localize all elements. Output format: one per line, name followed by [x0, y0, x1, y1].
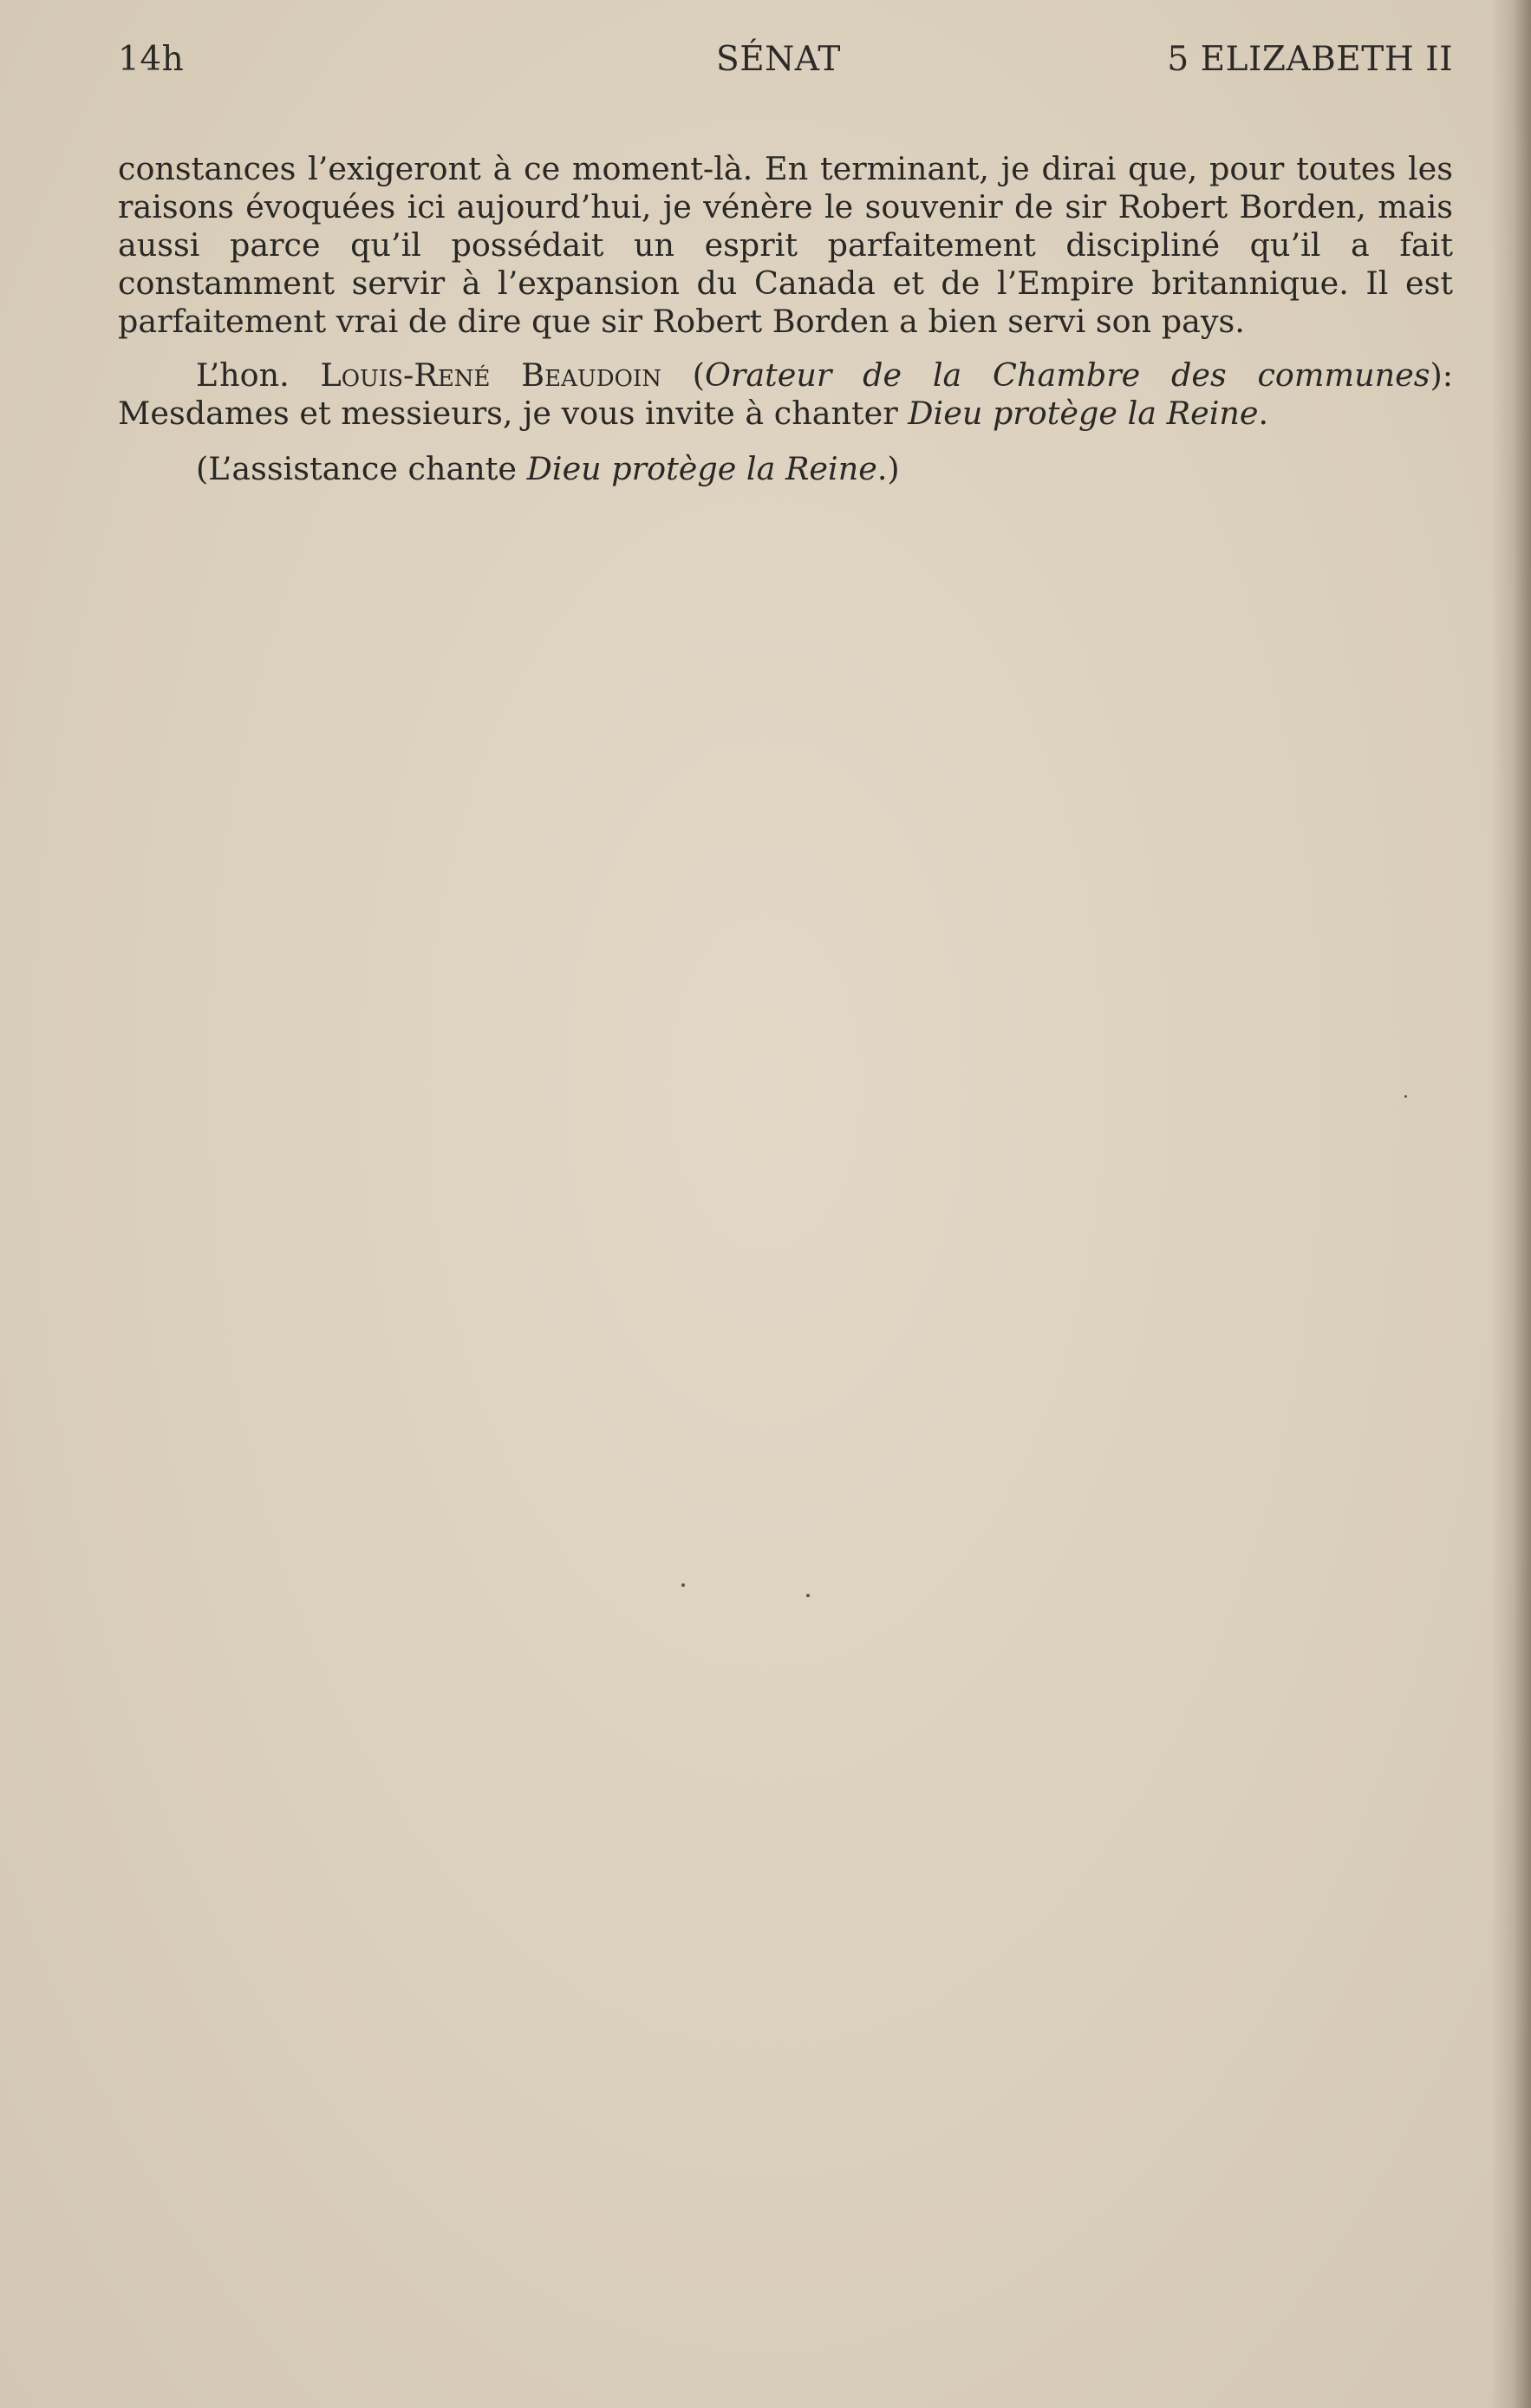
- anthem-title: Dieu protège la Reine: [908, 395, 1259, 432]
- open-paren: (: [661, 356, 705, 394]
- stage-direction-end: .): [876, 450, 900, 487]
- paper-speck: [1404, 1095, 1407, 1098]
- page-edge-shadow: [1491, 0, 1531, 2408]
- stage-direction-prefix: (L’assistance chante: [196, 450, 527, 487]
- speaker-role: Orateur de la Chambre des communes: [704, 356, 1430, 394]
- paragraph-speaker-invitation: [118, 356, 1453, 433]
- header-session: 5 ELIZABETH II: [1167, 40, 1453, 79]
- paragraph-borden-tribute: constances l’exigeront à ce moment-là. En terminant, je dirai que, pour toutes les raisons évoquées ici aujourd’hui, je vénère le souvenir de sir Robert Borden, mais aussi parce qu’il possédait un esprit parfaitement discipliné qu’il a fait constamment servir à l’expansion du Canada et de l’Empire britannique. Il est parfaitement vrai de dire que sir Robert Borden a bien servi son pays.: [118, 150, 1453, 340]
- paper-speck: [806, 1594, 810, 1597]
- page-number: 14h: [118, 40, 185, 79]
- paper-speck: [681, 1583, 685, 1587]
- body-text: [118, 150, 1453, 488]
- header-section-title: SÉNAT: [716, 40, 841, 79]
- paragraph-stage-direction: [118, 450, 1453, 488]
- period: .: [1258, 395, 1269, 432]
- speaker-name: Louis-René Beaudoin: [320, 356, 661, 394]
- anthem-title-2: Dieu protège la Reine: [526, 450, 877, 487]
- honorific: L’hon.: [196, 356, 321, 394]
- invitation-text: ): Mesdames et messieurs, je vous invite à chanter: [118, 356, 1454, 432]
- running-header: [118, 40, 1453, 92]
